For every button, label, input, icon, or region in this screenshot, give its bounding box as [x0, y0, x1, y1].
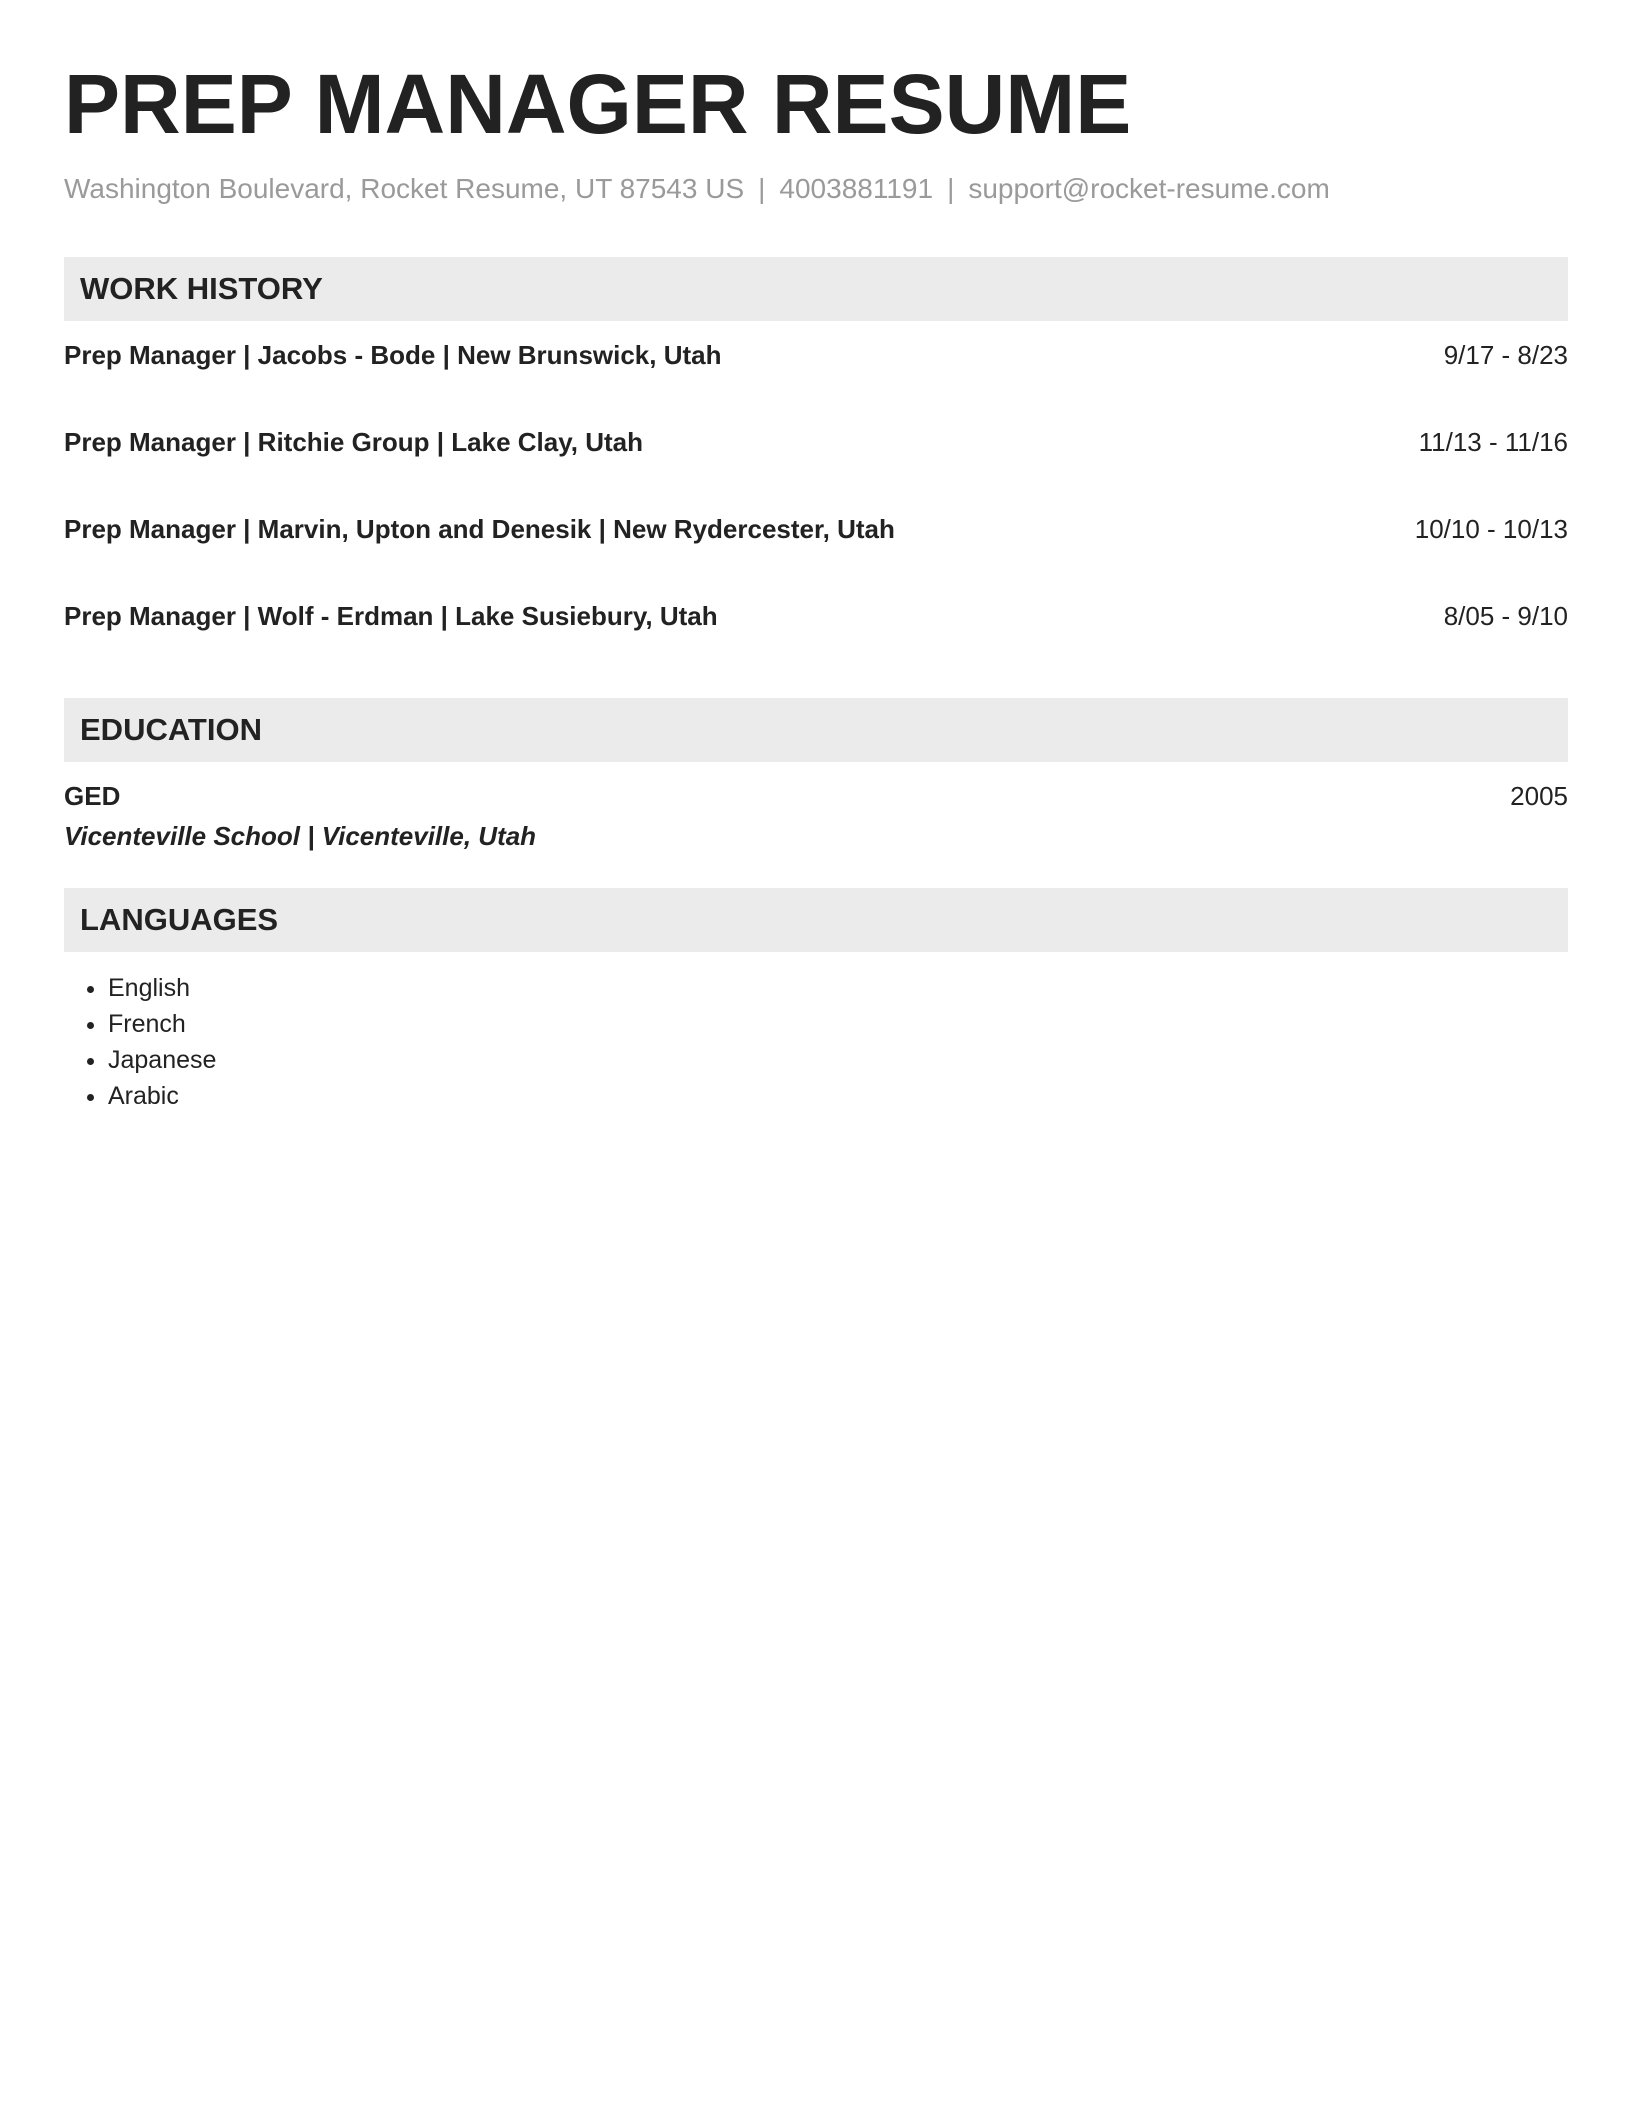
- education-row: [64, 780, 1568, 814]
- contact-address: Washington Boulevard, Rocket Resume, UT 87543 US: [64, 172, 745, 204]
- language-item: • French: [108, 1006, 1568, 1042]
- education-section: [64, 698, 1568, 854]
- job-title: Prep Manager | Wolf - Erdman | Lake Susiebury, Utah: [64, 600, 718, 631]
- work-history-section: [64, 257, 1568, 648]
- section-title-languages: LANGUAGES: [80, 901, 279, 937]
- job-dates: 11/13 - 11/16: [1418, 426, 1568, 457]
- job-title: Prep Manager | Marvin, Upton and Denesik | New Rydercester, Utah: [64, 513, 895, 544]
- contact-line: [64, 171, 1568, 207]
- language-item: • English: [108, 970, 1568, 1006]
- job-dates: 10/10 - 10/13: [1414, 513, 1568, 544]
- education-school: Vicenteville School | Vicenteville, Utah: [64, 820, 537, 851]
- job-entry: [64, 600, 1568, 648]
- section-header: [64, 257, 1568, 321]
- language-item: • Arabic: [108, 1078, 1568, 1114]
- resume-title: PREP MANAGER RESUME: [64, 57, 1132, 151]
- education-entry: [64, 780, 1568, 854]
- education-year: 2005: [1510, 780, 1568, 811]
- language-item: • Japanese: [108, 1042, 1568, 1078]
- languages-section: [64, 888, 1568, 1114]
- section-title-education: EDUCATION: [80, 711, 262, 747]
- languages-list: [64, 970, 1568, 1114]
- job-entry: [64, 339, 1568, 426]
- education-degree: GED: [64, 780, 121, 811]
- job-title: Prep Manager | Ritchie Group | Lake Clay, Utah: [64, 426, 643, 457]
- contact-email: support@rocket-resume.com: [968, 172, 1330, 204]
- section-title-work-history: WORK HISTORY: [80, 270, 323, 306]
- job-title: Prep Manager | Jacobs - Bode | New Brunswick, Utah: [64, 339, 722, 370]
- section-header: [64, 698, 1568, 762]
- work-history-list: [64, 339, 1568, 648]
- contact-phone: 4003881191: [779, 172, 934, 204]
- section-header: [64, 888, 1568, 952]
- job-dates: 8/05 - 9/10: [1443, 600, 1568, 631]
- contact-separator: |: [947, 172, 955, 204]
- job-entry: [64, 513, 1568, 600]
- job-dates: 9/17 - 8/23: [1443, 339, 1568, 370]
- contact-separator: |: [758, 172, 766, 204]
- job-entry: [64, 426, 1568, 513]
